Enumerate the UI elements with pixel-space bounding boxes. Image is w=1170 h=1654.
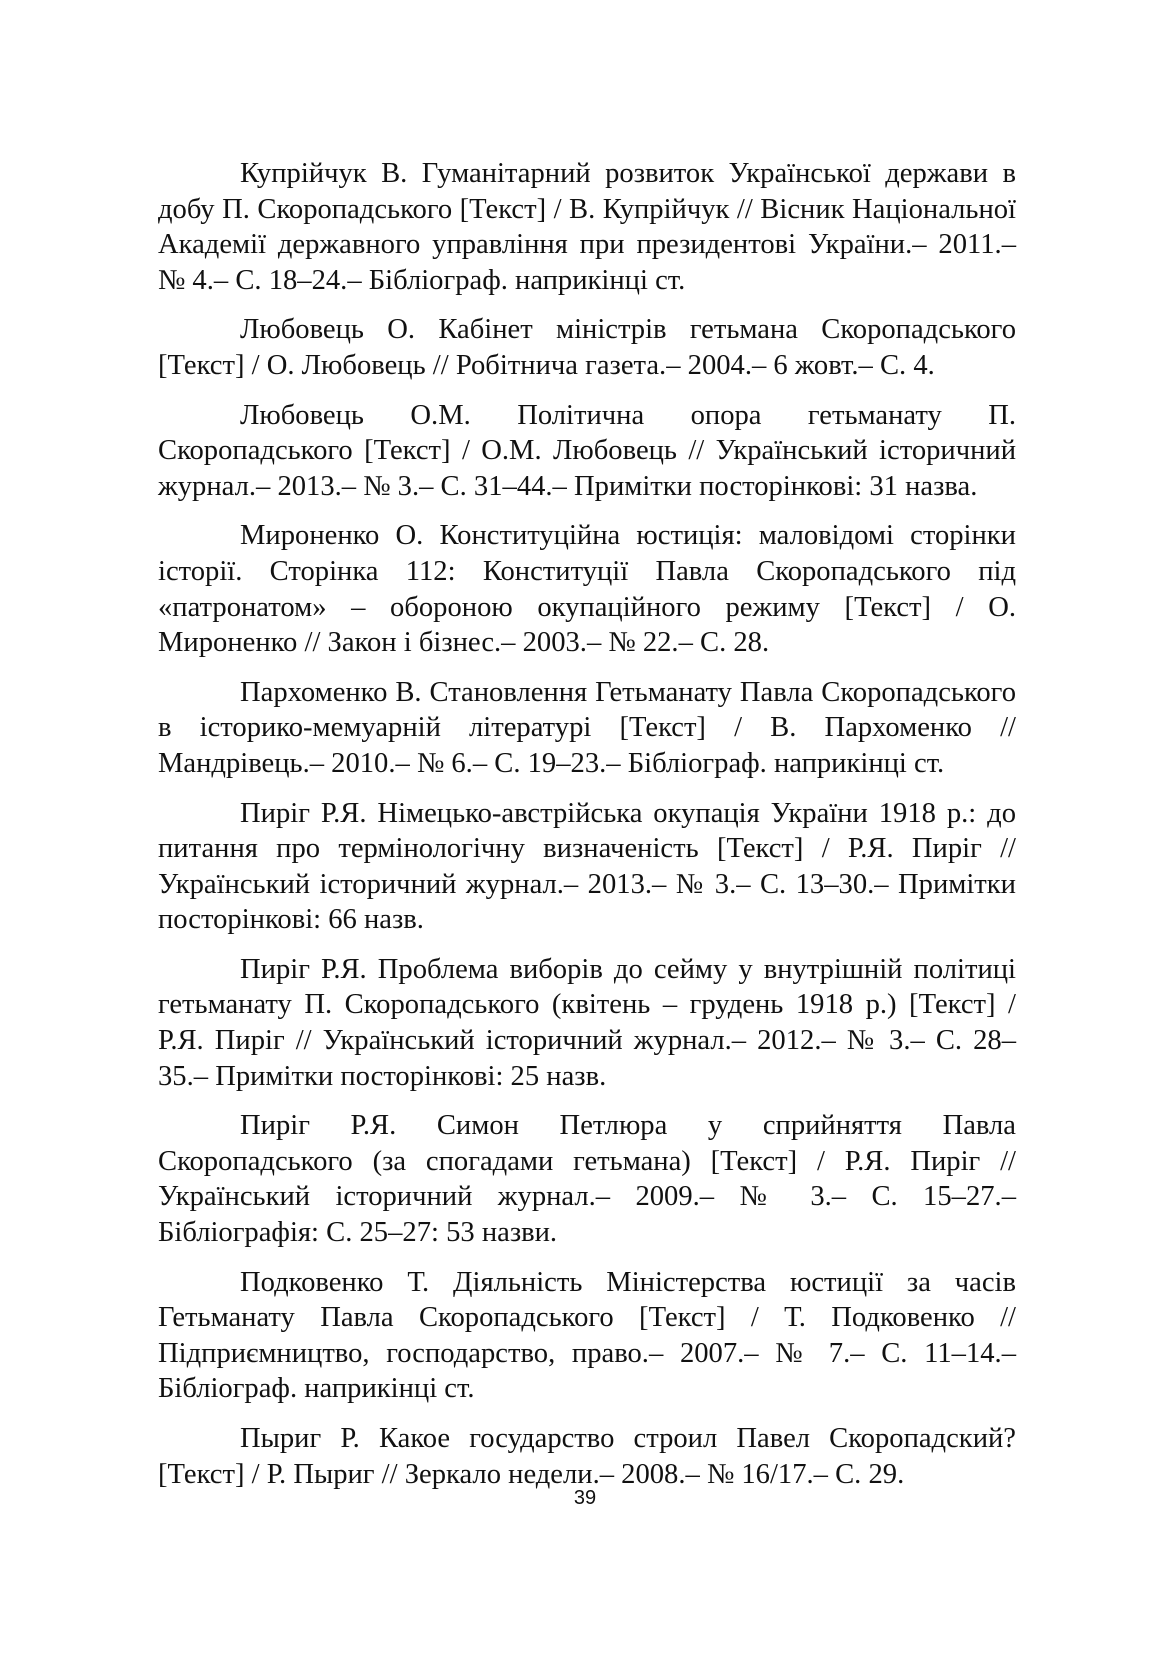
bibliography-entry: Пиріг Р.Я. Проблема виборів до сейму у внутрішній політиці гетьманату П. Скоропадського (квітень – грудень 1918 р.) [Текст] / Р.Я. Пиріг // Український історичний журнал.– 2012.– № 3.– С. 28–35.– Примітки посторінкові: 25 назв.: [158, 953, 1016, 1092]
page-number: 39: [573, 1487, 597, 1509]
bibliography-entry: Любовець О. Кабінет міністрів гетьмана Скоропадського [Текст] / О. Любовець // Робітнича газета.– 2004.– 6 жовт.– С. 4.: [158, 314, 1016, 381]
bibliography-entry: Купрійчук В. Гуманітарний розвиток Української держави в добу П. Скоропадського [Текст] / В. Купрійчук // Вісник Національної Академії державного управління при президентові України.– 2011.– № 4.– С. 18–24.– Бібліограф. наприкінці ст.: [158, 158, 1016, 296]
bibliography-entry: Пыриг Р. Какое государство строил Павел Скоропадский? [Текст] / Р. Пыриг // Зеркало недели.– 2008.– № 16/17.– С. 29.: [158, 1423, 1016, 1490]
bibliography-list: [158, 156, 1016, 1506]
bibliography-entry: Любовець О.М. Політична опора гетьманату П. Скоропадського [Текст] / О.М. Любовець // Український історичний журнал.– 2013.– № 3.– С. 31–44.– Примітки посторінкові: 31 назва.: [158, 399, 1016, 502]
bibliography-entry: Подковенко Т. Діяльність Міністерства юстиції за часів Гетьманату Павла Скоропадського [Текст] / Т. Подковенко // Підприємництво, господарство, право.– 2007.– № 7.– С. 11–14.– Бібліограф. наприкінці ст.: [158, 1266, 1016, 1405]
bibliography-entry: Пиріг Р.Я. Симон Петлюра у сприйняття Павла Скоропадського (за спогадами гетьмана) [Текст] / Р.Я. Пиріг // Український історичний журнал.– 2009.– № 3.– С. 15–27.– Бібліографія: С. 25–27: 53 назви.: [158, 1110, 1016, 1249]
bibliography-entry: Мироненко О. Конституційна юстиція: маловідомі сторінки історії. Сторінка 112: Конституції Павла Скоропадського під «патронатом» – обороною окупаційного режиму [Текст] / О. Мироненко // Закон і бізнес.– 2003.– № 22.– С. 28.: [158, 520, 1016, 659]
bibliography-entry: Пархоменко В. Становлення Гетьманату Павла Скоропадського в історико-мемуарній літературі [Текст] / В. Пархоменко // Мандрівець.– 2010.– № 6.– С. 19–23.– Бібліограф. наприкінці ст.: [158, 676, 1016, 779]
bibliography-entry: Пиріг Р.Я. Німецько-австрійська окупація України 1918 р.: до питання про термінологічну визначеність [Текст] / Р.Я. Пиріг // Український історичний журнал.– 2013.– № 3.– С. 13–30.– Примітки посторінкові: 66 назв.: [158, 797, 1016, 936]
